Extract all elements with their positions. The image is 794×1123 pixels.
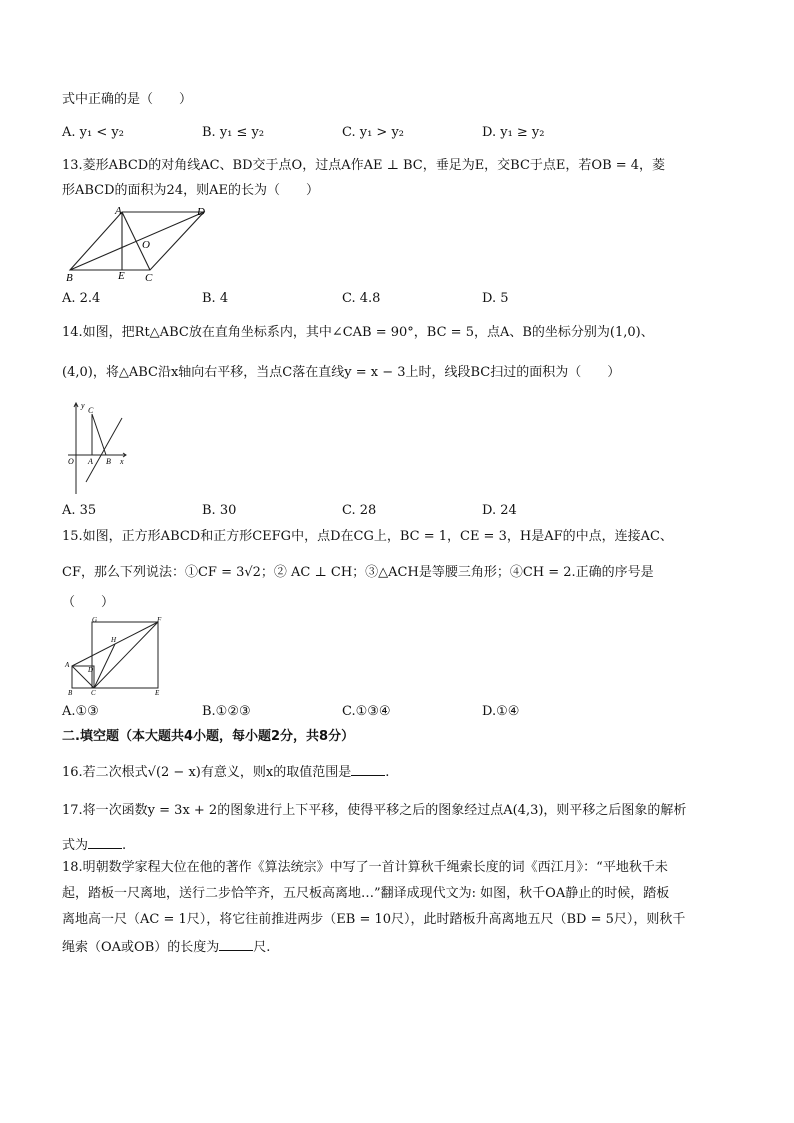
q15-squares-figure (62, 614, 166, 698)
label-o: O (142, 239, 150, 251)
section-2-title: 二.填空题（本大题共4小题，每小题2分，共8分） (62, 729, 355, 744)
q18-answer-blank[interactable] (219, 938, 253, 951)
label-y: y (81, 401, 85, 410)
q13-option-d: D. 5 (482, 291, 509, 306)
q18-stem-text: 绳索（OA或OB）的长度为 (62, 940, 220, 955)
label-b: B (68, 689, 73, 697)
segment-cf (94, 622, 158, 688)
q17-answer-blank[interactable] (88, 836, 122, 849)
prev-option-a: A. y₁ < y₂ (62, 125, 124, 140)
q18-stem-line4 (62, 938, 270, 956)
q18-stem-end: 尺. (253, 940, 271, 955)
prev-option-c: C. y₁ > y₂ (342, 125, 405, 140)
q14-stem-line1: 14.如图，把Rt△ABC放在直角坐标系内，其中∠CAB = 90°，BC = 5，点A、B的坐标分别为(1,0)、 (62, 325, 654, 340)
q15-option-c: C.①③④ (342, 704, 391, 719)
q16-stem-end: . (385, 765, 390, 780)
label-b: B (106, 457, 111, 466)
q15-stem-line1: 15.如图，正方形ABCD和正方形CEFG中，点D在CG上，BC = 1，CE = 3，H是AF的中点，连接AC、 (62, 529, 673, 544)
q15-stem-line3: （ ） (62, 595, 115, 610)
q17-stem-line2 (62, 836, 126, 854)
q14-coordinate-figure (64, 398, 136, 496)
label-c: C (145, 272, 153, 284)
q16-answer-blank[interactable] (351, 763, 385, 776)
label-o: O (68, 457, 74, 466)
q13-stem-line1: 13.菱形ABCD的对角线AC、BD交于点O，过点A作AE ⊥ BC，垂足为E，交BC于点E，若OB = 4，菱 (62, 158, 666, 173)
label-c: C (91, 689, 96, 697)
q13-option-a: A. 2.4 (62, 291, 101, 306)
q15-option-a: A.①③ (62, 704, 99, 719)
label-a: A (88, 457, 93, 466)
q16-stem (62, 763, 389, 781)
q18-stem-line3: 离地高一尺（AC = 1尺），将它往前推进两步（EB = 10尺），此时踏板升高离地五尺（BD = 5尺），则秋千 (62, 912, 686, 927)
label-a: A (115, 205, 122, 217)
label-x: x (120, 457, 124, 466)
q18-stem-line1: 18.明朝数学家程大位在他的著作《算法统宗》中写了一首计算秋千绳索长度的词《西江月》：“平地秋千未 (62, 860, 668, 875)
label-e: E (155, 689, 160, 697)
q13-stem-line2: 形ABCD的面积为24，则AE的长为（ ） (62, 183, 319, 198)
label-e: E (118, 270, 125, 282)
q13-rhombus-figure (62, 204, 218, 284)
q18-stem-line2: 起，踏板一尺离地，送行二步恰竿齐，五尺板高离地…”翻译成现代文为: 如图，秋千OA静止的时候，踏板 (62, 886, 670, 901)
q14-option-a: A. 35 (62, 503, 97, 518)
q14-option-c: C. 28 (342, 503, 377, 518)
label-g: G (92, 616, 98, 624)
q17-stem-text: 式为 (62, 838, 89, 853)
label-d: D (197, 206, 205, 218)
label-c: C (88, 406, 94, 415)
q15-option-b: B.①②③ (202, 704, 251, 719)
prev-question-stem: 式中正确的是（ ） (62, 92, 193, 107)
q15-stem-line2: CF，那么下列说法：①CF = 3√2；② AC ⊥ CH；③△ACH是等腰三角形；④CH = 2.正确的序号是 (62, 565, 654, 580)
prev-option-d: D. y₁ ≥ y₂ (482, 125, 545, 140)
label-h: H (111, 636, 117, 644)
triangle-abc (92, 414, 106, 455)
label-a: A (65, 661, 70, 669)
q14-option-d: D. 24 (482, 503, 517, 518)
q13-option-c: C. 4.8 (342, 291, 381, 306)
q17-stem-end: . (122, 838, 127, 853)
q15-option-d: D.①④ (482, 704, 520, 719)
segment-ch (94, 644, 115, 688)
q17-stem-line1: 17.将一次函数y = 3x + 2的图象进行上下平移，使得平移之后的图象经过点A(4,3)，则平移之后图象的解析 (62, 803, 687, 818)
q14-stem-line2: (4,0)，将△ABC沿x轴向右平移，当点C落在直线y = x − 3上时，线段BC扫过的面积为（ ） (62, 365, 621, 380)
diagonal-bd (70, 212, 204, 270)
line-y-eq-x-minus-3 (86, 418, 122, 482)
q16-stem-text: 16.若二次根式√(2 − x)有意义，则x的取值范围是 (62, 765, 352, 780)
label-f: F (157, 616, 162, 624)
q13-option-b: B. 4 (202, 291, 229, 306)
q14-option-b: B. 30 (202, 503, 237, 518)
label-d: D (88, 666, 94, 674)
prev-option-b: B. y₁ ≤ y₂ (202, 125, 265, 140)
label-b: B (66, 272, 73, 284)
